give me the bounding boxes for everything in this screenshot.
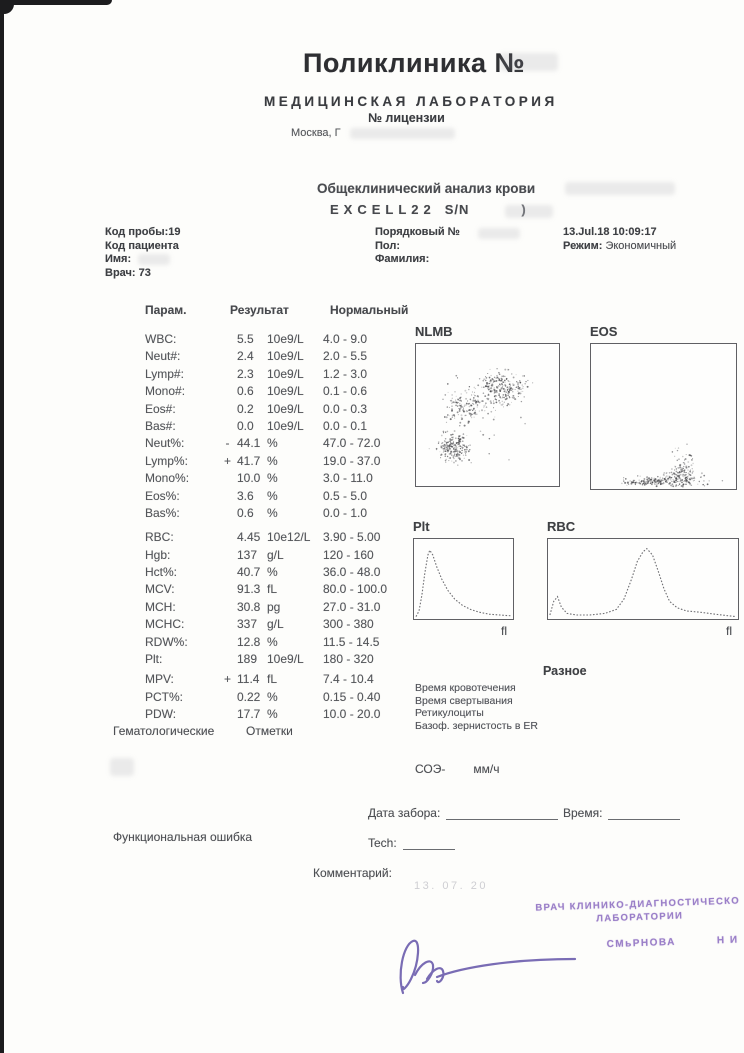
result-unit: %: [267, 707, 278, 722]
rbc-histogram-svg: [548, 539, 738, 619]
esr-unit: мм/ч: [473, 762, 500, 776]
esr-line: [415, 762, 499, 776]
nlmb-scatter-plot: [415, 343, 560, 487]
result-value: 0.0: [237, 418, 254, 433]
misc-item: Базоф. зернистость в ER: [415, 720, 538, 733]
patient-code: Код пациента: [105, 239, 179, 252]
stamp-line1: ВРАЧ КЛИНИКО-ДИАГНОСТИЧЕСКО: [535, 895, 741, 914]
sample-date-label: Дата забора:: [368, 806, 441, 820]
mode-label: Режим:: [563, 239, 603, 252]
redaction-smudge: [478, 228, 520, 239]
result-param: WBC:: [145, 332, 177, 346]
redaction-smudge: [138, 254, 170, 265]
scan-edge-top: [0, 0, 112, 5]
result-value: 12.8: [237, 634, 261, 649]
address-line: Москва, Г: [291, 127, 341, 139]
result-value: 5.5: [237, 332, 254, 346]
redaction-smudge: [350, 128, 455, 139]
result-param: RDW%:: [145, 634, 188, 649]
result-range: 19.0 - 37.0: [323, 453, 381, 468]
surname-label: Фамилия:: [375, 253, 430, 266]
result-range: 80.0 - 100.0: [323, 582, 388, 597]
result-unit: %: [267, 634, 278, 649]
result-range: 11.5 - 14.5: [323, 634, 380, 649]
result-unit: %: [267, 689, 278, 704]
result-row: [145, 634, 475, 651]
result-param: Bas%:: [145, 505, 180, 520]
result-unit: fL: [267, 672, 278, 687]
result-range: 3.90 - 5.00: [323, 530, 381, 545]
result-value: 10.0: [237, 471, 261, 486]
result-unit: 10e9/L: [267, 349, 304, 364]
result-range: 0.15 - 0.40: [323, 689, 381, 704]
result-range: 36.0 - 48.0: [323, 565, 381, 580]
lab-name: МЕДИЦИНСКАЯ ЛАБОРАТОРИЯ: [264, 94, 558, 109]
sex-label: Пол:: [375, 239, 401, 252]
results-header: [145, 303, 465, 319]
result-unit: %: [267, 471, 278, 486]
result-range: 3.0 - 11.0: [323, 471, 373, 486]
stamp-initials: Н И: [716, 934, 739, 947]
result-unit: g/L: [267, 547, 284, 562]
scan-edge-corner: [0, 0, 14, 14]
col-header-normal: Нормальный: [330, 303, 409, 317]
rbc-histogram-plot: [547, 538, 739, 620]
result-value: 17.7: [237, 707, 261, 722]
result-value: 0.2: [237, 401, 254, 416]
tech-blank: [403, 837, 455, 850]
result-param: MPV:: [145, 672, 174, 687]
analyzer-suffix: ): [521, 202, 526, 217]
result-param: Neut#:: [145, 349, 181, 364]
result-unit: %: [267, 505, 278, 520]
faint-date-stamp: 13. 07. 20: [414, 880, 488, 892]
result-param: Neut%:: [145, 436, 185, 451]
nlmb-plot-label: NLMB: [415, 324, 453, 339]
result-param: RBC:: [145, 530, 174, 545]
name-label: Имя:: [105, 253, 132, 266]
result-unit: %: [267, 436, 278, 451]
result-value: 2.4: [237, 349, 254, 364]
result-param: Lymp#:: [145, 366, 184, 381]
result-unit: g/L: [267, 617, 284, 632]
result-param: Hct%:: [145, 565, 178, 580]
result-param: Eos%:: [145, 488, 180, 503]
analyzer-line: [330, 202, 526, 217]
result-flag: +: [223, 672, 231, 687]
result-range: 0.0 - 1.0: [323, 505, 368, 520]
result-unit: pg: [267, 599, 281, 614]
misc-item: Время кровотечения: [415, 682, 516, 694]
result-param: MCV:: [145, 582, 175, 597]
tech-field: [368, 836, 455, 850]
result-value: 0.6: [237, 384, 254, 399]
misc-title: Разное: [543, 664, 587, 678]
plt-histogram-svg: [414, 539, 513, 619]
redaction-smudge: [565, 182, 675, 195]
sample-date-field: [368, 806, 558, 820]
result-range: 0.0 - 0.3: [323, 401, 368, 416]
result-range: 1.2 - 3.0: [323, 366, 368, 381]
result-param: Mono#:: [145, 384, 186, 399]
result-value: 0.22: [237, 689, 261, 704]
result-unit: 10e9/L: [267, 652, 304, 667]
misc-items: [415, 682, 538, 733]
mode-value: Экономичный: [605, 239, 677, 252]
serial-label: Порядковый №: [375, 226, 460, 238]
eos-scatter-plot: [590, 343, 737, 490]
result-param: Lymp%:: [145, 453, 188, 468]
license-label: № лицензии: [368, 111, 445, 125]
result-unit: 10e9/L: [267, 366, 304, 381]
comment-label: Комментарий:: [313, 866, 392, 880]
plt-histogram-plot: [413, 538, 514, 620]
result-value: 0.6: [237, 505, 254, 520]
result-value: 137: [237, 547, 258, 562]
result-flag: +: [223, 453, 231, 468]
result-param: PDW:: [145, 707, 177, 722]
esr-label: СОЭ-: [415, 762, 446, 776]
mode-line: [563, 240, 676, 254]
result-value: 40.7: [237, 565, 261, 580]
info-column-right: [563, 226, 676, 253]
result-row: [145, 651, 475, 668]
result-value: 3.6: [237, 488, 254, 503]
functional-error-label: Функциональная ошибка: [113, 830, 253, 844]
result-param: MCH:: [145, 599, 176, 614]
result-row: [145, 488, 475, 505]
result-range: 4.0 - 9.0: [323, 332, 368, 346]
result-flag: -: [225, 436, 230, 451]
time-label: Время:: [563, 806, 603, 820]
signature: [393, 933, 588, 1003]
hematology-label: Гематологические: [113, 724, 215, 738]
result-param: MCHC:: [145, 617, 185, 632]
time-field: [563, 806, 680, 820]
sample-date-blank: [446, 807, 558, 820]
result-range: 0.1 - 0.6: [323, 384, 368, 399]
result-unit: 10e9/L: [267, 418, 304, 433]
result-unit: 10e9/L: [267, 401, 304, 416]
plt-plot-label: Plt: [413, 519, 430, 534]
result-unit: 10e9/L: [267, 384, 304, 399]
nlmb-scatter-svg: [416, 344, 559, 486]
result-value: 30.8: [237, 599, 261, 614]
redaction-smudge: [505, 205, 553, 218]
time-blank: [608, 807, 680, 820]
marks-label: Отметки: [246, 724, 293, 738]
result-param: Plt:: [145, 652, 163, 667]
result-range: 0.5 - 5.0: [323, 488, 368, 503]
misc-item: Ретикулоциты: [415, 707, 484, 720]
result-range: 0.0 - 0.1: [323, 418, 368, 433]
report-title: Общеклинический анализ крови: [317, 181, 536, 196]
result-value: 91.3: [237, 582, 261, 597]
clinic-title: Поликлиника №: [303, 48, 526, 78]
eos-scatter-svg: [591, 344, 736, 489]
result-range: 180 - 320: [323, 652, 374, 667]
result-unit: %: [267, 488, 278, 503]
redaction-smudge: [500, 53, 558, 71]
analyzer-sn-label: S/N: [444, 202, 470, 217]
result-range: 27.0 - 31.0: [323, 599, 381, 614]
result-range: 10.0 - 20.0: [323, 707, 381, 722]
result-param: Mono%:: [145, 471, 190, 486]
result-value: 44.1: [237, 436, 261, 451]
sample-code: Код пробы:19: [105, 226, 181, 238]
result-value: 11.4: [237, 672, 260, 687]
report-datetime: 13.Jul.18 10:09:17: [563, 226, 657, 238]
result-param: Hgb:: [145, 547, 171, 562]
rbc-x-axis-label: fl: [726, 624, 732, 638]
result-value: 337: [237, 617, 258, 632]
result-value: 41.7: [237, 453, 261, 468]
info-column-middle: [375, 226, 460, 267]
stamp-doctor-name: СМьРНОВА: [606, 936, 677, 951]
result-range: 120 - 160: [323, 547, 374, 562]
result-unit: %: [267, 453, 278, 468]
stamp-line2: ЛАБОРАТОРИИ: [596, 910, 684, 925]
scan-edge-left: [0, 0, 4, 1053]
result-range: 2.0 - 5.5: [323, 349, 368, 364]
result-range: 7.4 - 10.4: [323, 672, 374, 687]
result-unit: %: [267, 565, 278, 580]
tech-label: Tech:: [368, 836, 397, 850]
result-param: PCT%:: [145, 689, 184, 704]
result-range: 47.0 - 72.0: [323, 436, 381, 451]
result-value: 4.45: [237, 530, 261, 545]
plt-x-axis-label: fl: [501, 624, 507, 638]
result-param: Eos#:: [145, 401, 176, 416]
result-range: 300 - 380: [323, 617, 374, 632]
doctor-line: Врач: 73: [105, 266, 151, 279]
eos-plot-label: EOS: [590, 324, 618, 339]
result-unit: 10e12/L: [267, 530, 311, 545]
result-unit: fL: [267, 582, 278, 597]
pencil-smudge: [110, 758, 134, 776]
result-value: 189: [237, 652, 258, 667]
result-param: Bas#:: [145, 418, 176, 433]
col-header-result: Результат: [230, 303, 289, 317]
result-value: 2.3: [237, 366, 254, 381]
analyzer-model: EXCELL22: [330, 202, 436, 217]
result-unit: 10e9/L: [267, 332, 304, 346]
col-header-param: Парам.: [145, 303, 187, 317]
misc-item: Время свертывания: [415, 694, 513, 707]
rbc-plot-label: RBC: [547, 519, 576, 534]
